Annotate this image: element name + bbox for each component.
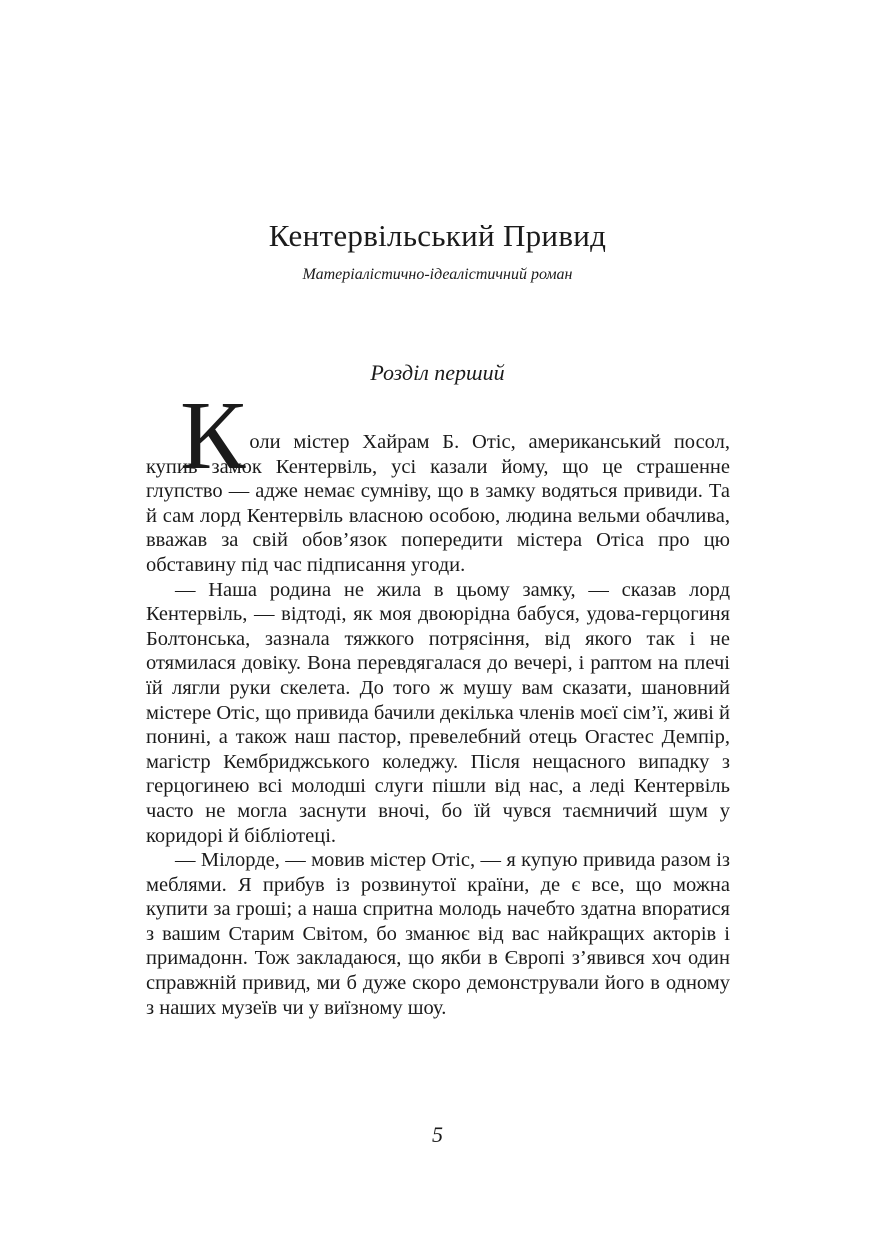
paragraph-1 (146, 382, 730, 578)
chapter-heading: Розділ перший (370, 360, 505, 385)
drop-cap: К (180, 382, 246, 490)
book-subtitle: Матеріалістично-ідеалістичний роман (302, 266, 573, 283)
paragraph-2: — Наша родина не жила в цьому замку, — сказав лорд Кентервіль, — відтоді, як моя двоюрідна бабуся, удова-герцогиня Болтонська, зазнала тяжкого потрясіння, від якого так і не отямилася довіку. Вона перевдягалася до вечері, і раптом на плечі їй лягли руки скелета. До того ж мушу вам сказати, шановний містере Отіс, що привида бачили декілька членів моєї сім’ї, живі й понині, а також наш пастор, превелебний отець Огастес Демпір, магістр Кембриджського коледжу. Після нещасного випадку з герцогинею всі молодші слуги пішли від нас, а леді Кентервіль часто не могла заснути вночі, бо їй чувся таємничий шум у коридорі й бібліотеці. (146, 578, 730, 847)
body-text (146, 382, 730, 1020)
book-title: Кентервільський Привид (268, 218, 607, 253)
paragraph-3: — Мілорде, — мовив містер Отіс, — я купую привида разом із меблями. Я прибув із розвинутої країни, де є все, що можна купити за гроші; а наша спритна молодь начебто здатна впоратися з вашим Старим Світом, бо зманює від вас найкращих акторів і примадонн. Тож закладаюся, що якби в Європі з’явився хоч один справжній привид, ми б дуже скоро демонстрували його в одному з наших музеїв чи у виїзному шоу. (146, 849, 730, 1019)
page-number: 5 (432, 1122, 443, 1147)
paragraph-1-text: оли містер Хайрам Б. Отіс, американський посол, купив замок Кентервіль, усі казали йому, що це страшенне глупство — адже немає сумніву, що в замку водяться привиди. Та й сам лорд Кентервіль власною особою, людина вельми обачлива, вважав за свій обов’язок попередити містера Отіса про цю обставину під час підписання угоди. (146, 431, 730, 576)
